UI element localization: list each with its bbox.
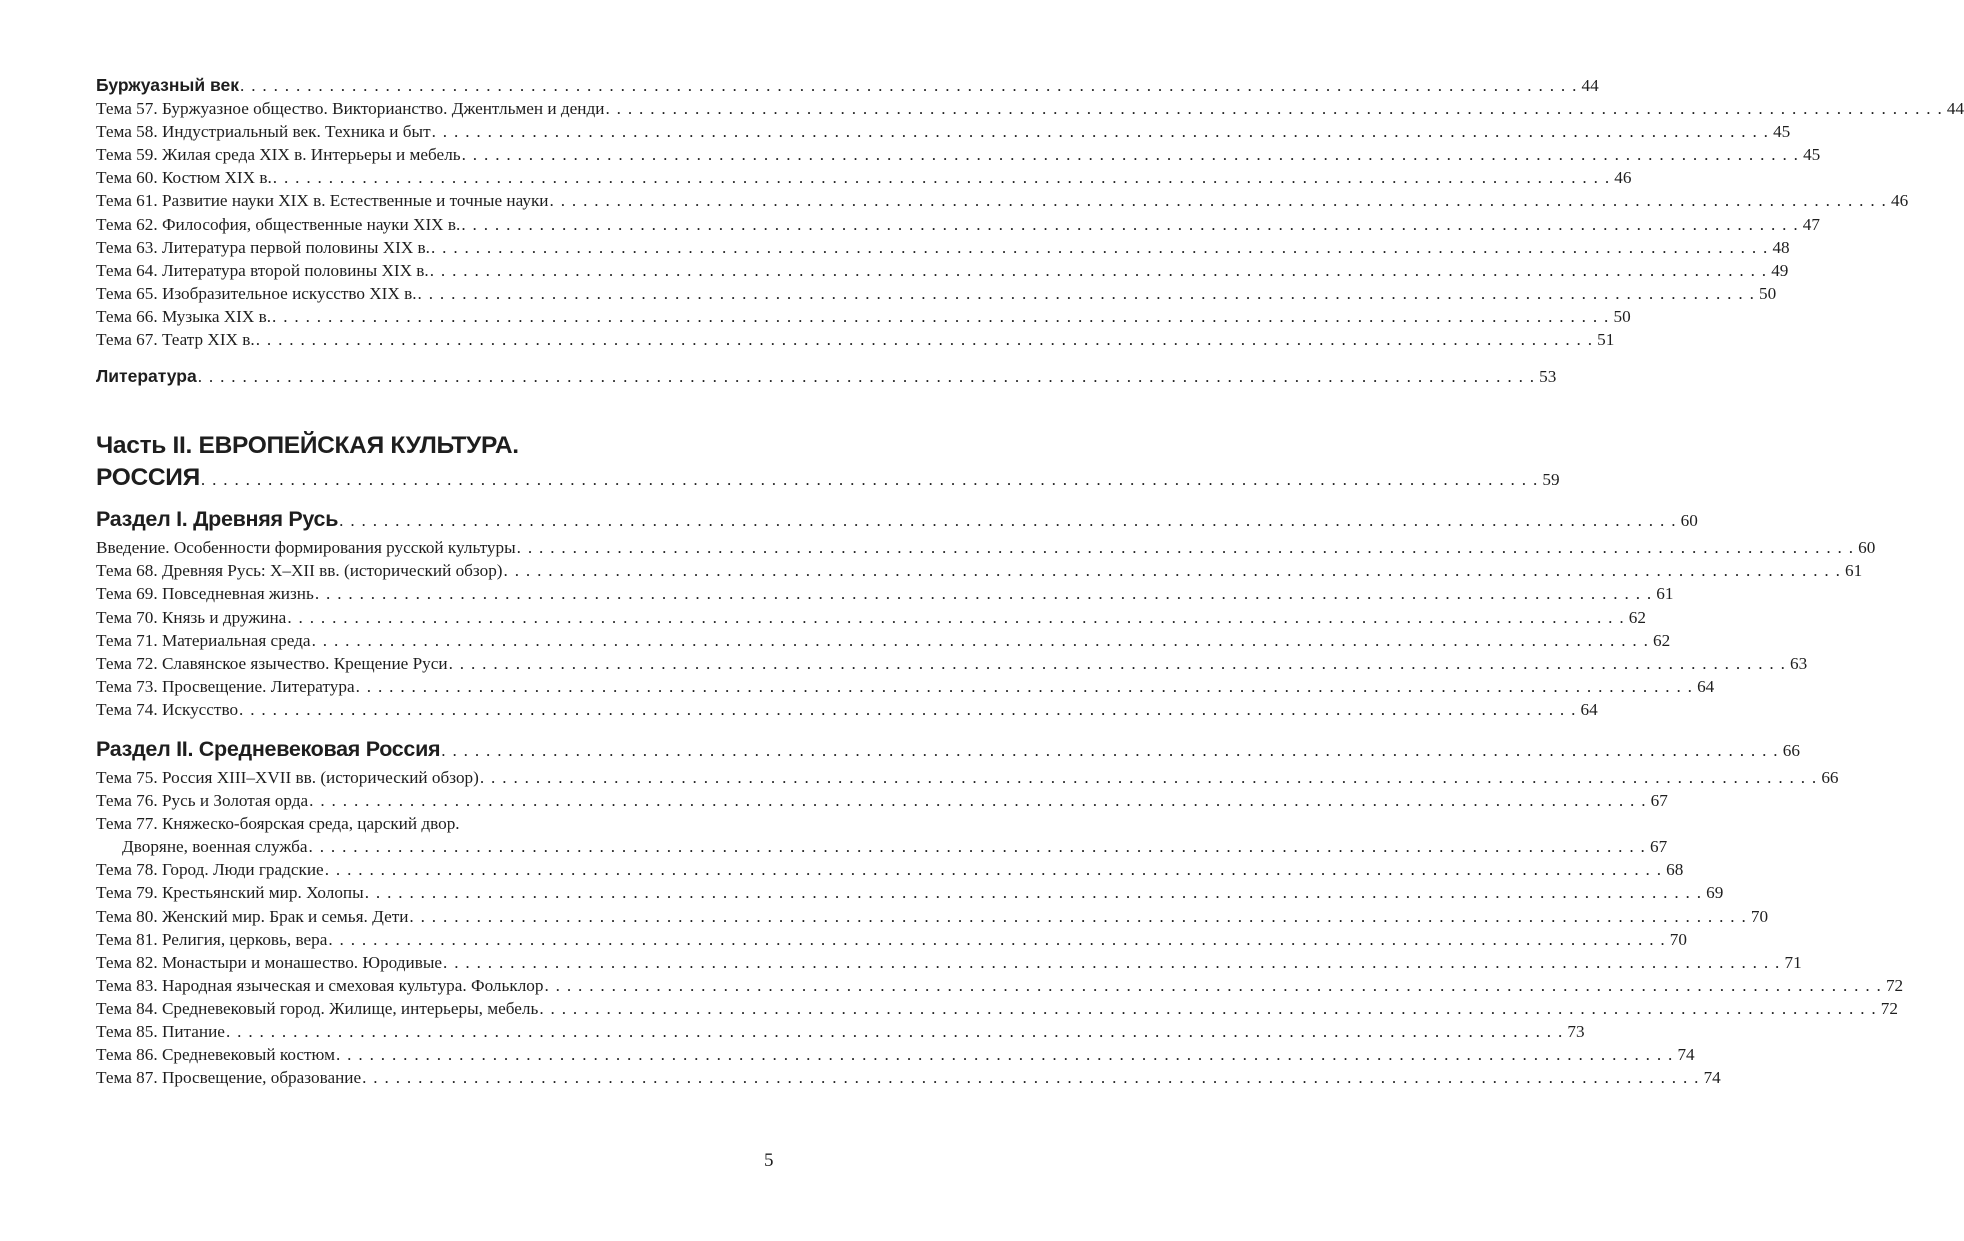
toc-entry-77-line2 [96, 835, 1668, 858]
leader-dots: . . . . . . . . . . . . . . . . . . . . . . . . . . . . . . . . . . . . . . . . . . . . . . . . . . . . . . . . . . . . . . . . . . . . . . . . . . . . . . . . . . . . . . . . . . . . . . . . . . . . . . . . . . . . . . . . . . . . . . . . [430, 237, 1769, 257]
toc-entry-label: Введение. Особенности формирования русской культуры [96, 538, 516, 558]
toc-entry-label: Тема 69. Повседневная жизнь [96, 584, 314, 604]
toc-entry [96, 189, 1909, 212]
toc-page-number: 73 [1567, 1022, 1585, 1041]
toc-page-number: 48 [1772, 237, 1790, 257]
leader-dots: . . . . . . . . . . . . . . . . . . . . . . . . . . . . . . . . . . . . . . . . . . . . . . . . . . . . . . . . . . . . . . . . . . . . . . . . . . . . . . . . . . . . . . . . . . . . . . . . . . . . . . . . . . . . . . . . . . . . . . . . [239, 699, 1577, 719]
toc-entry-list [96, 766, 1839, 812]
leader-dots: . . . . . . . . . . . . . . . . . . . . . . . . . . . . . . . . . . . . . . . . . . . . . . . . . . . . . . . . . . . . . . . . . . . . . . . . . . . . . . . . . . . . . . . . . . . . . . . . . . . . . . . . . . . . . . . . . . . . . . . . [225, 1022, 1564, 1041]
toc-entry-label: Тема 57. Буржуазное общество. Викторианство. Джентльмен и денди [96, 99, 605, 119]
toc-entry-label: Тема 63. Литература первой половины XIX в. [96, 237, 430, 257]
toc-entry-label: Тема 75. Россия XIII–XVII вв. (исторический обзор) [96, 767, 479, 787]
leader-dots: . . . . . . . . . . . . . . . . . . . . . . . . . . . . . . . . . . . . . . . . . . . . . . . . . . . . . . . . . . . . . . . . . . . . . . . . . . . . . . . . . . . . . . . . . . . . . . . . . . . . . . . . . . . . . . . . . . . . . . . . [605, 99, 1944, 119]
leader-dots: . . . . . . . . . . . . . . . . . . . . . . . . . . . . . . . . . . . . . . . . . . . . . . . . . . . . . . . . . . . . . . . . . . . . . . . . . . . . . . . . . . . . . . . . . . . . . . . . . . . . . . . . . . . . . . . . . . . . . . . . [417, 283, 1756, 303]
leader-dots: . . . . . . . . . . . . . . . . . . . . . . . . . . . . . . . . . . . . . . . . . . . . . . . . . . . . . . . . . . . . . . . . . . . . . . . . . . . . . . . . . . . . . . . . . . . . . . . . . . . . . . . . . . . . . . . . . . . . . . . . [335, 1045, 1674, 1065]
leader-dots: . . . . . . . . . . . . . . . . . . . . . . . . . . . . . . . . . . . . . . . . . . . . . . . . . . . . . . . . . . . . . . . . . . . . . . . . . . . . . . . . . . . . . . . . . . . . . . . . . . . . . . . . . . . . . . . . . . . . . . . . [461, 214, 1799, 234]
toc-page-number: 71 [1784, 952, 1802, 972]
toc-entry [96, 305, 1631, 328]
toc-entry-label: Тема 65. Изобразительное искусство XIX в. [96, 283, 417, 303]
toc-literature [96, 365, 1557, 388]
toc-entry [96, 951, 1802, 974]
toc-page-number: 68 [1666, 860, 1684, 880]
toc-entry [96, 143, 1821, 166]
toc-section-heading [96, 74, 1599, 97]
toc-entry [96, 974, 1904, 997]
leader-dots: . . . . . . . . . . . . . . . . . . . . . . . . . . . . . . . . . . . . . . . . . . . . . . . . . . . . . . . . . . . . . . . . . . . . . . . . . . . . . . . . . . . . . . . . . . . . . . . . . . . . . . . . . . . . . . . . . . . . . . . . [308, 837, 1647, 857]
toc-entry-label: Тема 74. Искусство [96, 699, 239, 719]
toc-entry-label: Тема 64. Литература второй половины XIX в. [96, 260, 429, 280]
toc-page-number: 47 [1802, 214, 1820, 234]
leader-dots: . . . . . . . . . . . . . . . . . . . . . . . . . . . . . . . . . . . . . . . . . . . . . . . . . . . . . . . . . . . . . . . . . . . . . . . . . . . . . . . . . . . . . . . . . . . . . . . . . . . . . . . . . . . . . . . . . . . . . . . . [311, 630, 1650, 650]
toc-entry-label: Тема 58. Индустриальный век. Техника и быт [96, 122, 431, 142]
toc-entry-label: Раздел II. Средневековая Россия [96, 736, 441, 761]
toc-page-number: 62 [1628, 607, 1646, 627]
toc-entry-label: Тема 85. Питание [96, 1022, 225, 1041]
leader-dots: . . . . . . . . . . . . . . . . . . . . . . . . . . . . . . . . . . . . . . . . . . . . . . . . . . . . . . . . . . . . . . . . . . . . . . . . . . . . . . . . . . . . . . . . . . . . . . . . . . . . . . . . . . . . . . . . . . . . . . . . [429, 260, 1768, 280]
leader-dots: . . . . . . . . . . . . . . . . . . . . . . . . . . . . . . . . . . . . . . . . . . . . . . . . . . . . . . . . . . . . . . . . . . . . . . . . . . . . . . . . . . . . . . . . . . . . . . . . . . . . . . . . . . . . . . . . . . . . . . . . [503, 561, 1842, 581]
toc-page-number: 45 [1803, 145, 1821, 165]
leader-dots: . . . . . . . . . . . . . . . . . . . . . . . . . . . . . . . . . . . . . . . . . . . . . . . . . . . . . . . . . . . . . . . . . . . . . . . . . . . . . . . . . . . . . . . . . . . . . . . . . . . . . . . . . . . . . . . . . . . . . . . . [431, 122, 1770, 142]
toc-entry-label: Литература [96, 366, 197, 387]
toc-page-number: 70 [1750, 906, 1769, 926]
toc-page-number: 62 [1653, 630, 1671, 650]
toc-page-number: 46 [1614, 168, 1632, 188]
toc-page-number: 67 [1649, 837, 1668, 857]
toc-entry [96, 675, 1715, 698]
toc-page-number: 61 [1845, 561, 1863, 581]
toc-entry-label: Тема 68. Древняя Русь: X–XII вв. (исторический обзор) [96, 561, 503, 581]
toc-entry-label: Тема 86. Средневековый костюм [96, 1045, 335, 1065]
leader-dots: . . . . . . . . . . . . . . . . . . . . . . . . . . . . . . . . . . . . . . . . . . . . . . . . . . . . . . . . . . . . . . . . . . . . . . . . . . . . . . . . . . . . . . . . . . . . . . . . . . . . . . . . . . . . . . . . . . . . . . . . [539, 998, 1877, 1018]
leader-dots: . . . . . . . . . . . . . . . . . . . . . . . . . . . . . . . . . . . . . . . . . . . . . . . . . . . . . . . . . . . . . . . . . . . . . . . . . . . . . . . . . . . . . . . . . . . . . . . . . . . . . . . . . . . . . . . . . . . . . . . . [409, 906, 1748, 926]
toc-page-number: 66 [1782, 740, 1800, 760]
toc-entry-label: Тема 80. Женский мир. Брак и семья. Дети [96, 906, 409, 926]
razdel-1-heading [96, 504, 1698, 536]
leader-dots: . . . . . . . . . . . . . . . . . . . . . . . . . . . . . . . . . . . . . . . . . . . . . . . . . . . . . . . . . . . . . . . . . . . . . . . . . . . . . . . . . . . . . . . . . . . . . . . . . . . . . . . . . . . . . . . . . . . . . . . . [479, 767, 1818, 787]
leader-dots: . . . . . . . . . . . . . . . . . . . . . . . . . . . . . . . . . . . . . . . . . . . . . . . . . . . . . . . . . . . . . . . . . . . . . . . . . . . . . . . . . . . . . . . . . . . . . . . . . . . . . . . . . . . . . . . . . . . . . . . . [324, 860, 1663, 880]
leader-dots: . . . . . . . . . . . . . . . . . . . . . . . . . . . . . . . . . . . . . . . . . . . . . . . . . . . . . . . . . . . . . . . . . . . . . . . . . . . . . . . . . . . . . . . . . . . . . . . . . . . . . . . . . . . . . . . . . . . . . . . . [200, 470, 1539, 490]
toc-page-number: 60 [1680, 511, 1698, 531]
toc-entry-label: Тема 72. Славянское язычество. Крещение Руси [96, 653, 448, 673]
leader-dots: . . . . . . . . . . . . . . . . . . . . . . . . . . . . . . . . . . . . . . . . . . . . . . . . . . . . . . . . . . . . . . . . . . . . . . . . . . . . . . . . . . . . . . . . . . . . . . . . . . . . . . . . . . . . . . . . . . . . . . . . [255, 330, 1594, 350]
toc-entry-label: Тема 82. Монастыри и монашество. Юродивые [96, 952, 442, 972]
toc-entry-label: Тема 84. Средневековый город. Жилище, интерьеры, мебель [96, 998, 539, 1018]
leader-dots: . . . . . . . . . . . . . . . . . . . . . . . . . . . . . . . . . . . . . . . . . . . . . . . . . . . . . . . . . . . . . . . . . . . . . . . . . . . . . . . . . . . . . . . . . . . . . . . . . . . . . . . . . . . . . . . . . . . . . . . . [309, 791, 1647, 811]
toc-page-number: 50 [1613, 306, 1631, 326]
leader-dots: . . . . . . . . . . . . . . . . . . . . . . . . . . . . . . . . . . . . . . . . . . . . . . . . . . . . . . . . . . . . . . . . . . . . . . . . . . . . . . . . . . . . . . . . . . . . . . . . . . . . . . . . . . . . . . . . . . . . . . . . [448, 653, 1787, 673]
toc-page-number: 72 [1885, 975, 1904, 995]
toc-entry-label: Тема 59. Жилая среда XIX в. Интерьеры и мебель [96, 145, 461, 165]
leader-dots: . . . . . . . . . . . . . . . . . . . . . . . . . . . . . . . . . . . . . . . . . . . . . . . . . . . . . . . . . . . . . . . . . . . . . . . . . . . . . . . . . . . . . . . . . . . . . . . . . . . . . . . . . . . . . . . . . . . . . . . . [328, 929, 1666, 949]
toc-entry [96, 881, 1724, 904]
toc-page-number: 60 [1858, 538, 1876, 558]
toc-entry [96, 97, 1964, 120]
toc-entry-label: Буржуазный век [96, 75, 240, 95]
toc-entry-label: Тема 62. Философия, общественные науки XIX в. [96, 214, 461, 234]
toc-entry-list [96, 97, 1964, 351]
leader-dots: . . . . . . . . . . . . . . . . . . . . . . . . . . . . . . . . . . . . . . . . . . . . . . . . . . . . . . . . . . . . . . . . . . . . . . . . . . . . . . . . . . . . . . . . . . . . . . . . . . . . . . . . . . . . . . . . . . . . . . . . [443, 952, 1781, 972]
toc-page-number: 69 [1706, 883, 1724, 903]
toc-entry-label: Тема 60. Костюм XIX в. [96, 168, 272, 188]
toc-entry [96, 1066, 1721, 1089]
toc-entry-list [96, 858, 1904, 1089]
toc-entry-label: Тема 83. Народная языческая и смеховая культура. Фольклор [96, 975, 544, 995]
toc-entry-label: Тема 66. Музыка XIX в. [96, 306, 271, 326]
toc-entry [96, 120, 1791, 143]
toc-entry [96, 328, 1615, 351]
toc-entry-label: Тема 78. Город. Люди градские [96, 860, 324, 880]
toc-entry [96, 606, 1646, 629]
toc-entry [96, 766, 1839, 789]
toc-page-number: 64 [1697, 676, 1715, 696]
toc-entry-label: Тема 73. Просвещение. Литература [96, 676, 355, 696]
leader-dots: . . . . . . . . . . . . . . . . . . . . . . . . . . . . . . . . . . . . . . . . . . . . . . . . . . . . . . . . . . . . . . . . . . . . . . . . . . . . . . . . . . . . . . . . . . . . . . . . . . . . . . . . . . . . . . . . . . . . . . . . [272, 306, 1610, 326]
razdel-2-heading [96, 734, 1800, 766]
toc-page-number: 59 [1542, 470, 1560, 490]
toc-page-number: 66 [1821, 767, 1839, 787]
toc-entry [96, 997, 1898, 1020]
toc-entry-label: Тема 76. Русь и Золотая орда [96, 791, 309, 811]
toc-entry [96, 282, 1777, 305]
toc-entry [96, 652, 1808, 675]
toc-entry [96, 166, 1632, 189]
leader-dots: . . . . . . . . . . . . . . . . . . . . . . . . . . . . . . . . . . . . . . . . . . . . . . . . . . . . . . . . . . . . . . . . . . . . . . . . . . . . . . . . . . . . . . . . . . . . . . . . . . . . . . . . . . . . . . . . . . . . . . . . [355, 676, 1694, 696]
toc-entry-label: Тема 67. Театр XIX в. [96, 330, 255, 350]
leader-dots: . . . . . . . . . . . . . . . . . . . . . . . . . . . . . . . . . . . . . . . . . . . . . . . . . . . . . . . . . . . . . . . . . . . . . . . . . . . . . . . . . . . . . . . . . . . . . . . . . . . . . . . . . . . . . . . . . . . . . . . . [544, 975, 1883, 995]
toc-entry-list [96, 536, 1876, 721]
toc-entry [96, 1020, 1585, 1043]
toc-page-number: 53 [1539, 367, 1557, 387]
toc-page-number: 61 [1656, 584, 1674, 604]
part-title-label: РОССИЯ [96, 464, 200, 492]
toc-page-number: 44 [1581, 76, 1599, 95]
toc-entry-label: Тема 87. Просвещение, образование [96, 1068, 362, 1088]
page-number: 5 [764, 1150, 774, 1171]
toc-page-number: 67 [1650, 791, 1668, 811]
toc-entry [96, 236, 1790, 259]
part-title-line2 [96, 464, 1560, 492]
leader-dots: . . . . . . . . . . . . . . . . . . . . . . . . . . . . . . . . . . . . . . . . . . . . . . . . . . . . . . . . . . . . . . . . . . . . . . . . . . . . . . . . . . . . . . . . . . . . . . . . . . . . . . . . . . . . . . . . . . . . . . . . [287, 607, 1625, 627]
toc-entry [96, 259, 1789, 282]
toc-entry-label: Дворяне, военная служба [122, 837, 308, 857]
toc-entry [96, 559, 1863, 582]
toc-page-number: 63 [1790, 653, 1808, 673]
toc-entry [96, 928, 1687, 951]
leader-dots: . . . . . . . . . . . . . . . . . . . . . . . . . . . . . . . . . . . . . . . . . . . . . . . . . . . . . . . . . . . . . . . . . . . . . . . . . . . . . . . . . . . . . . . . . . . . . . . . . . . . . . . . . . . . . . . . . . . . . . . . [516, 538, 1855, 558]
leader-dots: . . . . . . . . . . . . . . . . . . . . . . . . . . . . . . . . . . . . . . . . . . . . . . . . . . . . . . . . . . . . . . . . . . . . . . . . . . . . . . . . . . . . . . . . . . . . . . . . . . . . . . . . . . . . . . . . . . . . . . . . [272, 168, 1611, 188]
toc-page-number: 46 [1890, 191, 1909, 211]
toc-entry-label: Тема 71. Материальная среда [96, 630, 311, 650]
toc-entry-label: Тема 79. Крестьянский мир. Холопы [96, 883, 364, 903]
toc-page-number: 50 [1758, 283, 1777, 303]
toc-page-number: 51 [1597, 330, 1615, 350]
toc-page-number: 64 [1580, 699, 1598, 719]
leader-dots: . . . . . . . . . . . . . . . . . . . . . . . . . . . . . . . . . . . . . . . . . . . . . . . . . . . . . . . . . . . . . . . . . . . . . . . . . . . . . . . . . . . . . . . . . . . . . . . . . . . . . . . . . . . . . . . . . . . . . . . . [314, 584, 1653, 604]
toc-entry [96, 858, 1684, 881]
leader-dots: . . . . . . . . . . . . . . . . . . . . . . . . . . . . . . . . . . . . . . . . . . . . . . . . . . . . . . . . . . . . . . . . . . . . . . . . . . . . . . . . . . . . . . . . . . . . . . . . . . . . . . . . . . . . . . . . . . . . . . . . [364, 883, 1703, 903]
toc-entry-label: Тема 81. Религия, церковь, вера [96, 929, 328, 949]
toc-entry-label: Раздел I. Древняя Русь [96, 507, 339, 532]
toc-page-number: 70 [1669, 929, 1687, 949]
toc-page-number: 45 [1773, 122, 1791, 142]
toc-entry [96, 629, 1671, 652]
toc-entry-77-line1: Тема 77. Княжеско-боярская среда, царский двор. [96, 814, 460, 834]
leader-dots: . . . . . . . . . . . . . . . . . . . . . . . . . . . . . . . . . . . . . . . . . . . . . . . . . . . . . . . . . . . . . . . . . . . . . . . . . . . . . . . . . . . . . . . . . . . . . . . . . . . . . . . . . . . . . . . . . . . . . . . . [461, 145, 1800, 165]
toc-entry-label: Тема 61. Развитие науки XIX в. Естественные и точные науки [96, 191, 549, 211]
table-of-contents [96, 74, 1964, 1089]
leader-dots: . . . . . . . . . . . . . . . . . . . . . . . . . . . . . . . . . . . . . . . . . . . . . . . . . . . . . . . . . . . . . . . . . . . . . . . . . . . . . . . . . . . . . . . . . . . . . . . . . . . . . . . . . . . . . . . . . . . . . . . . [441, 740, 1779, 760]
toc-page-number: 74 [1677, 1045, 1695, 1065]
toc-entry [96, 698, 1598, 721]
toc-entry [96, 789, 1668, 812]
toc-page-number: 49 [1771, 260, 1789, 280]
leader-dots: . . . . . . . . . . . . . . . . . . . . . . . . . . . . . . . . . . . . . . . . . . . . . . . . . . . . . . . . . . . . . . . . . . . . . . . . . . . . . . . . . . . . . . . . . . . . . . . . . . . . . . . . . . . . . . . . . . . . . . . . [339, 511, 1677, 531]
toc-page-number: 44 [1946, 99, 1964, 119]
leader-dots: . . . . . . . . . . . . . . . . . . . . . . . . . . . . . . . . . . . . . . . . . . . . . . . . . . . . . . . . . . . . . . . . . . . . . . . . . . . . . . . . . . . . . . . . . . . . . . . . . . . . . . . . . . . . . . . . . . . . . . . . [549, 191, 1888, 211]
toc-entry-label: Тема 70. Князь и дружина [96, 607, 287, 627]
toc-entry [96, 1043, 1695, 1066]
part-title-line1: Часть II. ЕВРОПЕЙСКАЯ КУЛЬТУРА. [96, 432, 519, 460]
toc-entry [96, 213, 1820, 236]
toc-page-number: 74 [1703, 1068, 1721, 1088]
leader-dots: . . . . . . . . . . . . . . . . . . . . . . . . . . . . . . . . . . . . . . . . . . . . . . . . . . . . . . . . . . . . . . . . . . . . . . . . . . . . . . . . . . . . . . . . . . . . . . . . . . . . . . . . . . . . . . . . . . . . . . . . [240, 76, 1578, 95]
toc-entry [96, 582, 1674, 605]
toc-entry [96, 905, 1769, 928]
leader-dots: . . . . . . . . . . . . . . . . . . . . . . . . . . . . . . . . . . . . . . . . . . . . . . . . . . . . . . . . . . . . . . . . . . . . . . . . . . . . . . . . . . . . . . . . . . . . . . . . . . . . . . . . . . . . . . . . . . . . . . . . [362, 1068, 1700, 1088]
toc-page-number: 72 [1880, 998, 1898, 1018]
toc-entry [96, 536, 1876, 559]
leader-dots: . . . . . . . . . . . . . . . . . . . . . . . . . . . . . . . . . . . . . . . . . . . . . . . . . . . . . . . . . . . . . . . . . . . . . . . . . . . . . . . . . . . . . . . . . . . . . . . . . . . . . . . . . . . . . . . . . . . . . . . . [197, 367, 1536, 387]
